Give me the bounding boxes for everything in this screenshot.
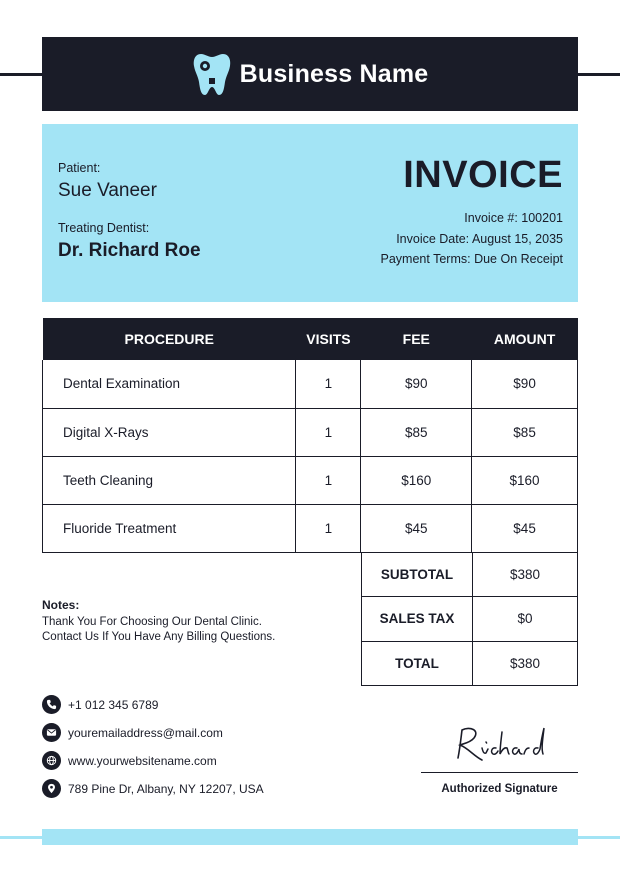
table-header-row [43, 318, 578, 360]
header-rule-left [0, 73, 44, 76]
sales-tax-value: $0 [473, 597, 578, 642]
contact-phone [42, 695, 158, 714]
contact-address [42, 779, 264, 798]
header-rule-right [576, 73, 620, 76]
contact-email [42, 723, 223, 742]
dentist-label: Treating Dentist: [58, 221, 150, 235]
fee-cell: $90 [361, 360, 472, 408]
amount-cell: $45 [472, 504, 578, 552]
header-visits: VISITS [296, 318, 361, 360]
patient-name: Sue Vaneer [58, 180, 157, 201]
fee-cell: $85 [361, 408, 472, 456]
signature-line [421, 772, 578, 773]
visits-cell: 1 [296, 360, 361, 408]
signature-image [448, 724, 550, 768]
table-row [43, 408, 578, 456]
tooth-icon [192, 51, 232, 97]
invoice-number: Invoice #: 100201 [464, 211, 563, 225]
subtotal-row [362, 552, 578, 597]
header-bar [42, 37, 578, 111]
total-value: $380 [473, 641, 578, 686]
dentist-name: Dr. Richard Roe [58, 240, 201, 261]
sales-tax-label: SALES TAX [362, 597, 473, 642]
amount-cell: $90 [472, 360, 578, 408]
amount-cell: $160 [472, 456, 578, 504]
amount-cell: $85 [472, 408, 578, 456]
email-text[interactable]: youremailaddress@mail.com [68, 725, 223, 740]
header-procedure: PROCEDURE [43, 318, 296, 360]
table-row [43, 504, 578, 552]
notes-title: Notes: [42, 598, 80, 612]
website-text[interactable]: www.yourwebsitename.com [68, 753, 217, 768]
visits-cell: 1 [296, 408, 361, 456]
invoice-info-panel [42, 124, 578, 302]
procedure-cell: Fluoride Treatment [43, 504, 296, 552]
subtotal-value: $380 [473, 552, 578, 597]
contact-website [42, 751, 217, 770]
header-fee: FEE [361, 318, 472, 360]
invoice-date: Invoice Date: August 15, 2035 [396, 232, 563, 246]
procedures-table [42, 318, 578, 553]
header-amount: AMOUNT [472, 318, 578, 360]
notes-line-1: Thank You For Choosing Our Dental Clinic. [42, 616, 262, 628]
visits-cell: 1 [296, 504, 361, 552]
notes-line-2: Contact Us If You Have Any Billing Questions. [42, 631, 276, 643]
procedure-cell: Dental Examination [43, 360, 296, 408]
totals-table [361, 552, 578, 686]
address-text: 789 Pine Dr, Albany, NY 12207, USA [68, 781, 264, 796]
footer-bar [42, 829, 578, 845]
fee-cell: $160 [361, 456, 472, 504]
phone-icon [42, 695, 61, 714]
email-icon [42, 723, 61, 742]
signature-label: Authorized Signature [441, 783, 558, 795]
fee-cell: $45 [361, 504, 472, 552]
visits-cell: 1 [296, 456, 361, 504]
business-name: Business Name [239, 59, 429, 88]
table-row [43, 360, 578, 408]
procedure-cell: Teeth Cleaning [43, 456, 296, 504]
phone-text[interactable]: +1 012 345 6789 [68, 697, 159, 712]
total-label: TOTAL [362, 641, 473, 686]
total-row [362, 641, 578, 686]
patient-label: Patient: [58, 161, 101, 175]
location-pin-icon [42, 779, 61, 798]
globe-icon [42, 751, 61, 770]
sales-tax-row [362, 597, 578, 642]
table-row [43, 456, 578, 504]
procedure-cell: Digital X-Rays [43, 408, 296, 456]
invoice-title: INVOICE [403, 154, 563, 196]
subtotal-label: SUBTOTAL [362, 552, 473, 597]
payment-terms: Payment Terms: Due On Receipt [380, 252, 563, 266]
